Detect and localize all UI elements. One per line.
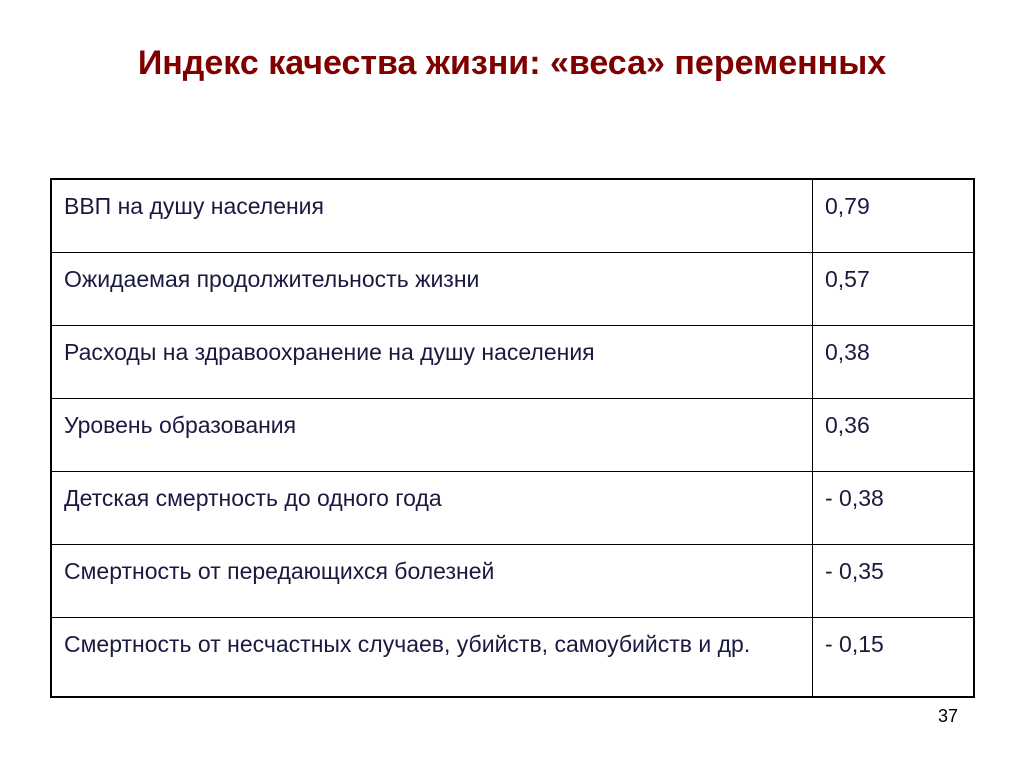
variable-name-cell: ВВП на душу населения [51, 179, 813, 253]
table-row [51, 399, 974, 472]
table-row [51, 179, 974, 253]
table-row [51, 472, 974, 545]
weights-table [50, 178, 975, 698]
weight-value-cell: 0,36 [813, 399, 975, 472]
variable-name-cell: Уровень образования [51, 399, 813, 472]
variable-name-cell: Детская смертность до одного года [51, 472, 813, 545]
table-row [51, 253, 974, 326]
variable-name-cell: Смертность от передающихся болезней [51, 545, 813, 618]
weight-value-cell: 0,57 [813, 253, 975, 326]
table-row [51, 618, 974, 698]
variable-name-cell: Ожидаемая продолжительность жизни [51, 253, 813, 326]
table-row [51, 326, 974, 399]
weight-value-cell: 0,38 [813, 326, 975, 399]
weight-value-cell: - 0,15 [813, 618, 975, 698]
slide-title: Индекс качества жизни: «веса» переменных [137, 44, 887, 82]
table-row [51, 545, 974, 618]
weight-value-cell: - 0,38 [813, 472, 975, 545]
weight-value-cell: 0,79 [813, 179, 975, 253]
page-number: 37 [937, 706, 958, 726]
variable-name-cell: Расходы на здравоохранение на душу населения [51, 326, 813, 399]
variable-name-cell: Смертность от несчастных случаев, убийств, самоубийств и др. [51, 618, 813, 698]
weight-value-cell: - 0,35 [813, 545, 975, 618]
